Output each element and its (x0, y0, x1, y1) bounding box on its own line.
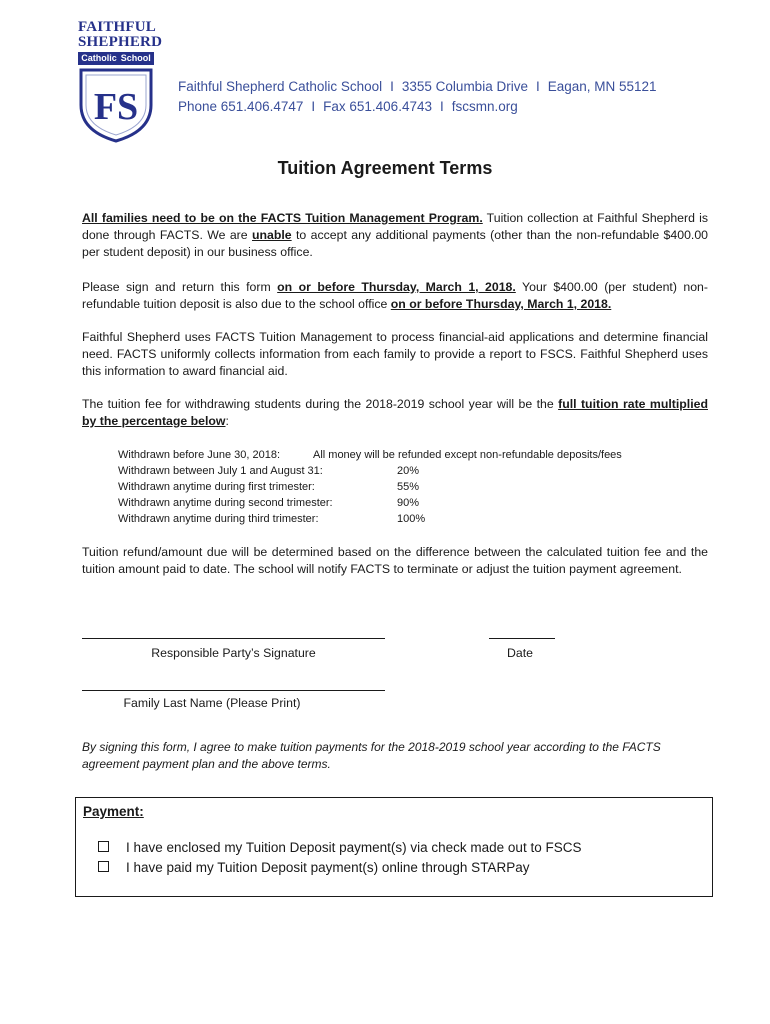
facts-requirement-paragraph: All families need to be on the FACTS Tuition Management Program. Tuition collection at Faithful Shepherd is done through FACTS. We are unable to accept any additional payments (other than the non-refundable $400.00 per student deposit) in our business office. (82, 211, 709, 259)
payment-option-check: I have enclosed my Tuition Deposit payment(s) via check made out to FSCS (98, 840, 581, 855)
school-website: fscsmn.org (451, 99, 518, 114)
schedule-row: Withdrawn anytime during first trimester: 55% (118, 481, 420, 493)
payment-box (75, 797, 713, 897)
checkbox-check-payment[interactable] (98, 841, 109, 852)
withdrawal-schedule (118, 447, 678, 527)
school-street: 3355 Columbia Drive (401, 79, 528, 94)
school-phone: Phone 651.406.4747 (178, 99, 304, 114)
agreement-note: By signing this form, I agree to make tuition payments for the 2018-2019 school year according to the FACTS agreement payment plan and the above terms. (82, 740, 661, 771)
school-city: Eagan, MN 55121 (547, 79, 657, 94)
withdrawal-fee-paragraph: The tuition fee for withdrawing students during the 2018-2019 school year will be the full tuition rate multiplied by the percentage below: (82, 397, 708, 428)
date-label: Date (507, 646, 533, 660)
family-name-label: Family Last Name (Please Print) (123, 696, 301, 710)
logo-subtitle: Catholic School (78, 52, 154, 65)
shield-monogram: FS (93, 86, 139, 128)
deadline-paragraph: Please sign and return this form on or before Thursday, March 1, 2018. Your $400.00 (per student) non-refundable tuition deposit is also due to the school office on or before Thursday, March 1, 2018. (82, 280, 708, 311)
signature-label: Responsible Party’s Signature (151, 646, 316, 660)
header-contact-line: Phone 651.406.4747 I Fax 651.406.4743 I fscsmn.org (178, 99, 518, 114)
header-address-line: Faithful Shepherd Catholic School I 3355 Columbia Drive I Eagan, MN 55121 (178, 79, 657, 94)
financial-aid-paragraph: Faithful Shepherd uses FACTS Tuition Management to process financial-aid applications and determine financial need. FACTS uniformly collects information from each family to provide a report to FSCS. Faithful Shepherd uses this information to award financial aid. (82, 330, 708, 378)
date-line[interactable] (489, 638, 555, 639)
checkbox-online-payment[interactable] (98, 861, 109, 872)
school-logo (72, 18, 163, 146)
document-title: Tuition Agreement Terms (277, 158, 493, 178)
logo-name: FAITHFUL SHEPHERD (78, 19, 163, 50)
payment-option-online: I have paid my Tuition Deposit payment(s) online through STARPay (98, 860, 529, 875)
schedule-row: Withdrawn between July 1 and August 31: 20% (118, 465, 420, 477)
shield-emblem (78, 67, 154, 143)
school-name: Faithful Shepherd Catholic School (178, 79, 383, 94)
family-name-line[interactable] (82, 690, 385, 691)
payment-title: Payment: (83, 804, 144, 819)
schedule-row: Withdrawn before June 30, 2018: All money will be refunded except non-refundable deposits/fees (118, 449, 622, 461)
refund-paragraph: Tuition refund/amount due will be determined based on the difference between the calculated tuition fee and the tuition amount paid to date. The school will notify FACTS to terminate or adjust the tuition payment agreement. (82, 545, 708, 576)
signature-line[interactable] (82, 638, 385, 639)
schedule-row: Withdrawn anytime during second trimester: 90% (118, 497, 420, 509)
schedule-row: Withdrawn anytime during third trimester: 100% (118, 513, 426, 525)
school-fax: Fax 651.406.4743 (323, 99, 432, 114)
